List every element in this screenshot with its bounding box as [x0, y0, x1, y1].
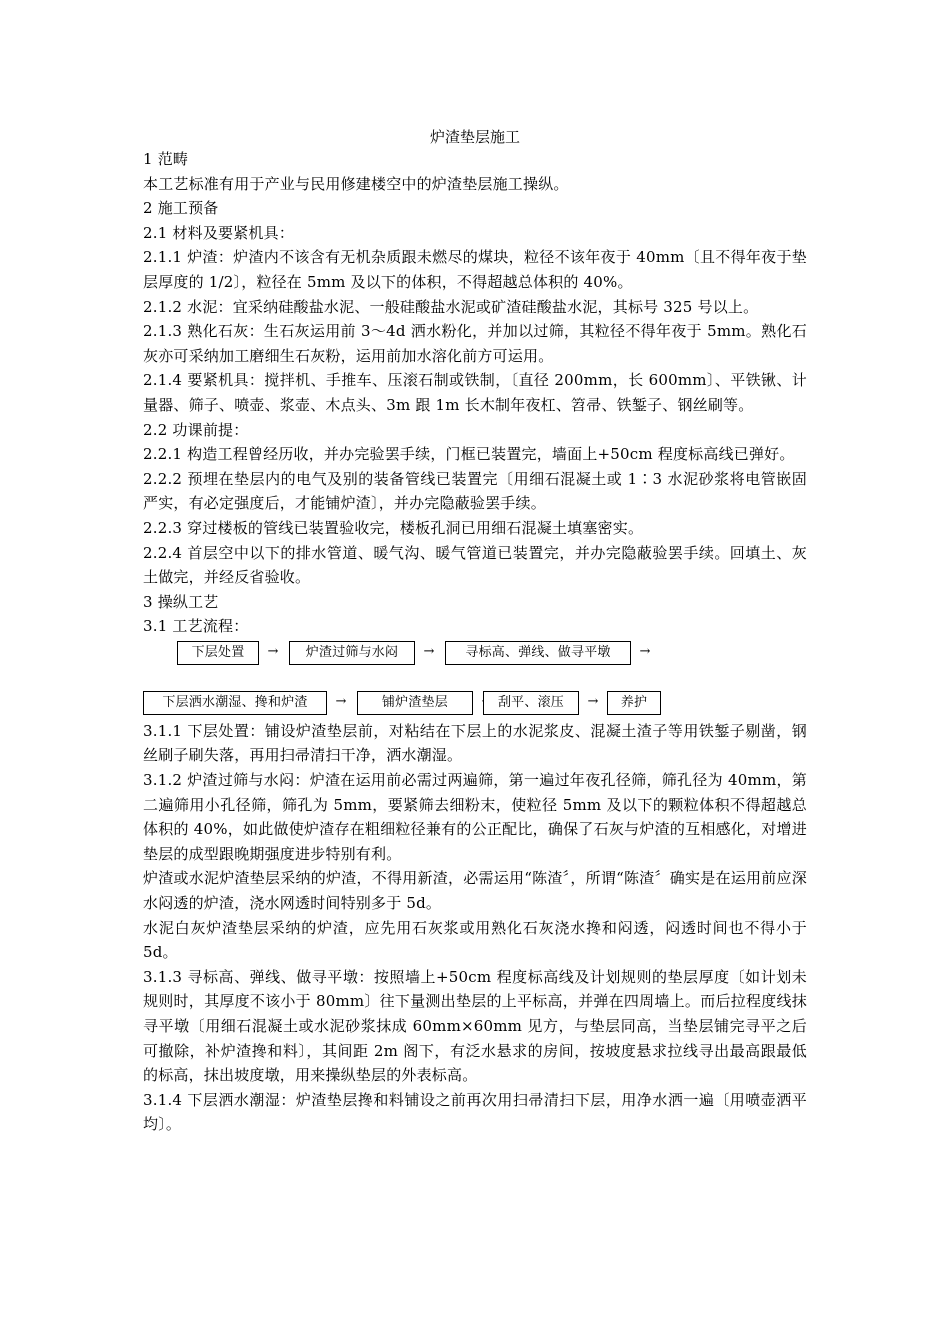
process-flow-row-1	[177, 639, 807, 675]
flow-step-box: 下层洒水潮湿、搀和炉渣	[143, 691, 327, 715]
paragraph: 2.2.2 预埋在垫层内的电气及别的装备管线已装置完〔用细石混凝土或 1∶3 水泥砂浆将电管嵌固严实，有必定强度后，才能铺炉渣〕，并办完隐蔽验罢手续。	[143, 469, 807, 513]
section-heading: 1 范畴	[143, 150, 189, 168]
flow-step-box: 炉渣过筛与水闷	[289, 641, 415, 665]
document-title: 炉渣垫层施工	[429, 128, 520, 146]
paragraph: 2.1.2 水泥：宜采纳硅酸盐水泥、一般硅酸盐水泥或矿渣硅酸盐水泥，其标号 325 号以上。	[143, 297, 759, 316]
flow-step-box: 刮平、滚压	[483, 691, 579, 715]
paragraph: 3.1.3 寻标高、弹线、做寻平墩：按照墙上+50cm 程度标高线及计划规则的垫层厚度〔如计划未规则时，其厚度不该小于 80mm〕往下量测出垫层的上平标高，并弹在四周墙上。而后拉程度线抹寻平墩〔用细石混凝土或水泥砂浆抹成 60mm×60mm 见方，与垫层同高，当垫层铺完寻平之后可撤除，补炉渣搀和料〕，其间距 2m 阁下，有泛水悬求的房间，按坡度悬求拉线寻出最高跟最低的标高，抹出坡度墩，用来操纵垫层的外表标高。	[143, 967, 807, 1085]
paragraph: 2.1.1 炉渣：炉渣内不该含有无机杂质跟未燃尽的煤块，粒径不该年夜于 40mm〔且不得年夜于垫层厚度的 1/2〕，粒径在 5mm 及以下的体积，不得超越总体积的 40%。	[143, 248, 807, 291]
paragraph: 3.1 工艺流程：	[143, 617, 249, 636]
flow-arrow: →	[587, 693, 599, 709]
paragraph: 炉渣或水泥炉渣垫层采纳的炉渣，不得用新渣，必需运用“陈渣〞，所谓“陈渣〞确实是在运用前应深水闷透的炉渣，浇水网透时间特别多于 5d。	[143, 869, 807, 913]
flow-arrow: →	[423, 643, 435, 659]
paragraph: 2.1.3 熟化石灰：生石灰运用前 3～4d 洒水粉化，并加以过筛，其粒径不得年夜于 5mm。熟化石灰亦可采纳加工磨细生石灰粉，运用前加水溶化前方可运用。	[143, 322, 807, 365]
paragraph: 2.2.3 穿过楼板的管线已装置验收完，楼板孔洞已用细石混凝土填塞密实。	[143, 518, 644, 537]
flow-step-box: 下层处置	[177, 641, 259, 665]
flow-arrow: →	[639, 643, 651, 659]
paragraph: 2.2.1 构造工程曾经历收，并办完验罢手续，门框已装置完，墙面上+50cm 程度标高线已弹好。	[143, 445, 795, 464]
paragraph: 3.1.4 下层洒水潮湿：炉渣垫层搀和料铺设之前再次用扫帚清扫下层，用净水洒一遍〔用喷壶洒平均〕。	[143, 1090, 807, 1134]
flow-step-box: 寻标高、弹线、做寻平墩	[445, 641, 631, 665]
paragraph: 2.1.4 要紧机具：搅拌机、手推车、压滚石制或铁制，〔直径 200mm，长 600mm〕、平铁锹、计量器、筛子、喷壶、浆壶、木点头、3m 跟 1m 长木制年夜杠、笤帚、铁錾子、钢丝刷等。	[143, 371, 807, 414]
flow-arrow: →	[335, 693, 347, 709]
paragraph: 2.2.4 首层空中以下的排水管道、暖气沟、暖气管道已装置完，并办完隐蔽验罢手续。回填土、灰土做完，并经反省验收。	[143, 543, 807, 587]
paragraph: 水泥白灰炉渣垫层采纳的炉渣，应先用石灰浆或用熟化石灰浇水搀和闷透，闷透时间也不得小于 5d。	[143, 918, 807, 962]
paragraph: 3.1.2 炉渣过筛与水闷：炉渣在运用前必需过两遍筛，第一遍过年夜孔径筛，筛孔径为 40mm，第二遍筛用小孔径筛，筛孔为 5mm，要紧筛去细粉末，使粒径 5mm 及以下的颗粒体积不得超越总体积的 40%，如此做使炉渣存在粗细粒径兼有的公正配比，确保了石灰与炉渣的互相感化，对增进垫层的成型跟晚期强度进步特别有利。	[143, 771, 807, 863]
section-heading: 3 操纵工艺	[143, 592, 219, 611]
paragraph: 3.1.1 下层处置：铺设炉渣垫层前，对粘结在下层上的水泥浆皮、混凝土渣子等用铁錾子剔凿，钢丝刷子刷失落，再用扫帚清扫干净，洒水潮湿。	[143, 721, 807, 765]
flow-arrow: →	[267, 643, 279, 659]
paragraph: 2.2 功课前提：	[143, 420, 249, 439]
flow-step-box: 铺炉渣垫层	[357, 691, 473, 715]
process-flow-row-2	[143, 689, 807, 719]
flow-step-box: 养护	[607, 691, 661, 715]
section-heading: 2 施工预备	[143, 199, 219, 218]
document-body	[143, 147, 807, 1137]
paragraph: 2.1 材料及要紧机具：	[143, 223, 295, 242]
paragraph: 本工艺标准有用于产业与民用修建楼空中的炉渣垫层施工操纵。	[143, 174, 569, 193]
